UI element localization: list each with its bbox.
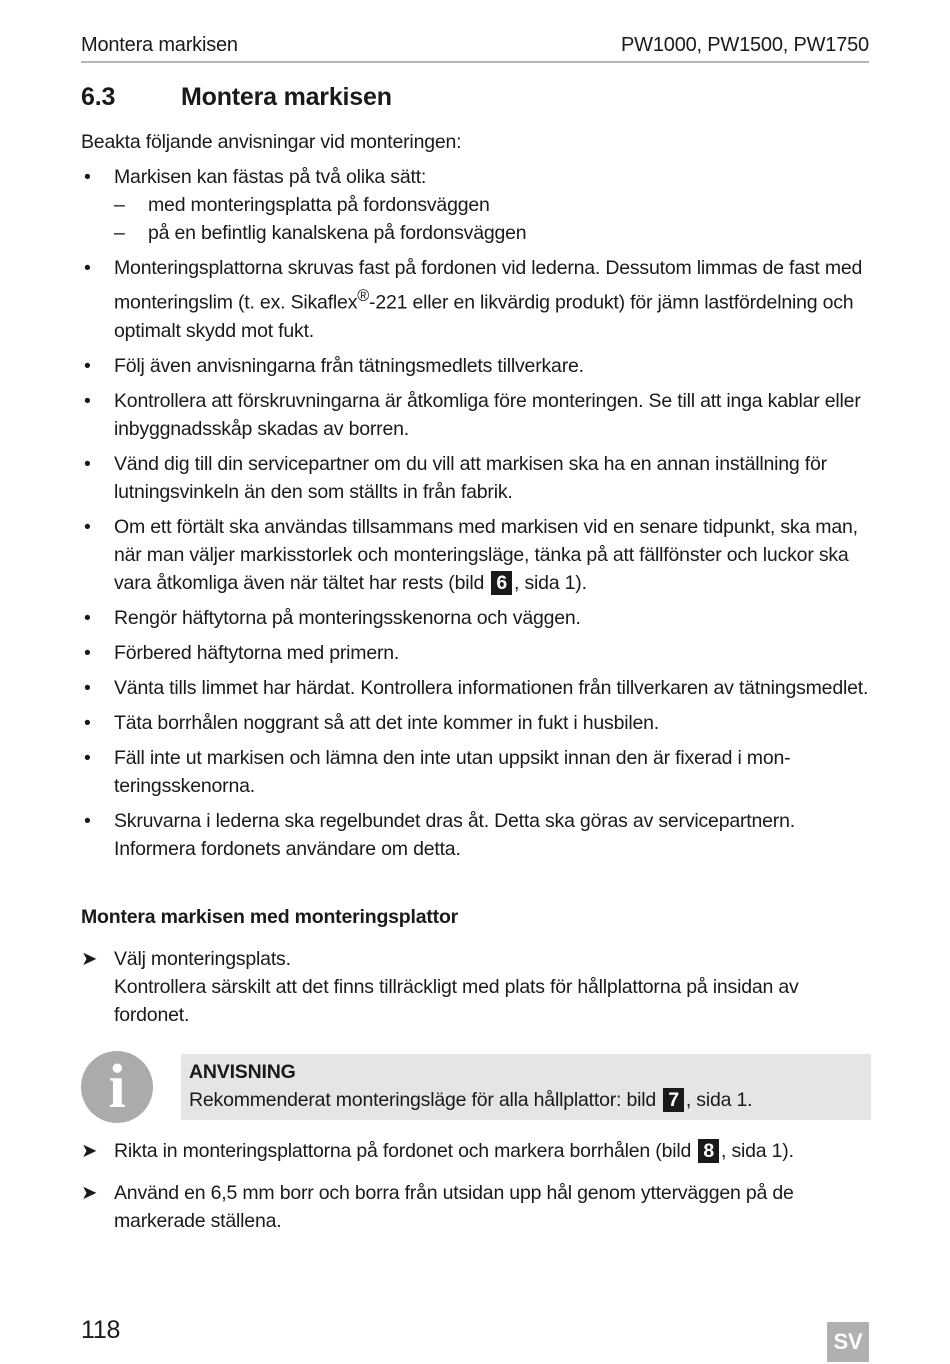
step-text: , sida 1). bbox=[721, 1139, 794, 1162]
step-text: Välj monteringsplats. bbox=[114, 947, 291, 970]
page-body bbox=[81, 128, 871, 1235]
arrow-icon: ➤ bbox=[81, 1139, 98, 1162]
list-item bbox=[81, 513, 871, 597]
section-number: 6.3 bbox=[81, 83, 116, 111]
header-models: PW1000, PW1500, PW1750 bbox=[621, 34, 869, 56]
sub-item: – med monteringsplatta på fordonsväggen bbox=[114, 191, 871, 219]
list-item: • Skruvarna i lederna ska regelbundet dras åt. Detta ska göras av servicepartnern. Informera fordonets användare om detta. bbox=[81, 807, 871, 863]
note-content bbox=[181, 1054, 871, 1120]
subheading: Montera markisen med monteringsplattor bbox=[81, 905, 459, 928]
instruction-step bbox=[81, 1137, 871, 1165]
figure-ref-badge: 6 bbox=[491, 571, 512, 595]
list-item: • Rengör häftytorna på monteringsskenorna och väggen. bbox=[81, 604, 871, 632]
item-text: -221 eller en likvärdig produkt) för jämn lastfördelning och optimalt skydd mot fukt. bbox=[114, 291, 854, 342]
intro-text: Beakta följande anvisningar vid monteringen: bbox=[81, 131, 462, 153]
section-title bbox=[81, 80, 392, 114]
arrow-icon: ➤ bbox=[81, 947, 98, 970]
step-text: Använd en 6,5 mm borr och borra från utsidan upp hål genom ytterväggen på de markerade ställena. bbox=[114, 1181, 794, 1232]
section-heading: Montera markisen bbox=[181, 83, 392, 111]
registered-mark: ® bbox=[357, 287, 370, 305]
note-title: ANVISNING bbox=[189, 1060, 296, 1083]
instruction-step bbox=[81, 1179, 871, 1235]
language-tab: SV bbox=[827, 1322, 869, 1362]
list-item bbox=[81, 163, 871, 247]
list-item: • Förbered häftytorna med primern. bbox=[81, 639, 871, 667]
list-item: • Vänd dig till din servicepartner om du vill att markisen ska ha en annan inställning för lutningsvinkeln än den som ställts in från fabrik. bbox=[81, 450, 871, 506]
item-text: Om ett förtält ska användas tillsammans med markisen vid en senare tidpunkt, ska man, när man väljer markisstorlek och monteringsläge, tänka på att fällfönster och luckor ska vara åtkomliga även när tältet har rests (bild bbox=[114, 515, 858, 594]
list-item: • Kontrollera att förskruvningarna är åtkomliga före monteringen. Se till att inga kablar eller inbyggnadsskåp skadas av borren. bbox=[81, 387, 871, 443]
list-item: • Följ även anvisningarna från tätningsmedlets tillverkare. bbox=[81, 352, 871, 380]
list-item: • Fäll inte ut markisen och lämna den inte utan uppsikt innan den är fixerad i monteringsskenorna. bbox=[81, 744, 871, 800]
sub-item: – på en befintlig kanalskena på fordonsväggen bbox=[114, 219, 871, 247]
note-text: , sida 1. bbox=[685, 1088, 753, 1111]
running-header bbox=[81, 31, 869, 59]
figure-ref-badge: 7 bbox=[663, 1088, 684, 1112]
note-text: Rekommenderat monteringsläge för alla hållplattor: bild bbox=[189, 1088, 656, 1111]
step-text: Rikta in monteringsplattorna på fordonet och markera borrhålen (bild bbox=[114, 1139, 692, 1162]
figure-ref-badge: 8 bbox=[698, 1139, 719, 1163]
item-text: Monteringsplattorna skruvas fast på fordonen vid lederna. Dessutom limmas de fast med monteringslim (t. ex. Sikaflex bbox=[114, 257, 863, 314]
header-chapter: Montera markisen bbox=[81, 34, 238, 56]
sub-list bbox=[114, 191, 871, 247]
info-icon: i bbox=[81, 1051, 153, 1123]
item-text: Markisen kan fästas på två olika sätt: bbox=[114, 166, 427, 188]
item-text: , sida 1). bbox=[514, 571, 587, 594]
step-text: Kontrollera särskilt att det finns tillräckligt med plats för hållplattorna på insidan av fordonet. bbox=[114, 975, 799, 1026]
page-number: 118 bbox=[81, 1316, 121, 1344]
header-rule bbox=[81, 61, 869, 63]
arrow-icon: ➤ bbox=[81, 1181, 98, 1204]
list-item: • Vänta tills limmet har härdat. Kontrollera informationen från tillverkaren av tätningsmedlet. bbox=[81, 674, 871, 702]
note-box bbox=[81, 1051, 871, 1123]
list-item: • Täta borrhålen noggrant så att det inte kommer in fukt i husbilen. bbox=[81, 709, 871, 737]
list-item bbox=[81, 254, 871, 345]
bullet-list bbox=[81, 163, 871, 863]
instruction-step bbox=[81, 945, 871, 1029]
